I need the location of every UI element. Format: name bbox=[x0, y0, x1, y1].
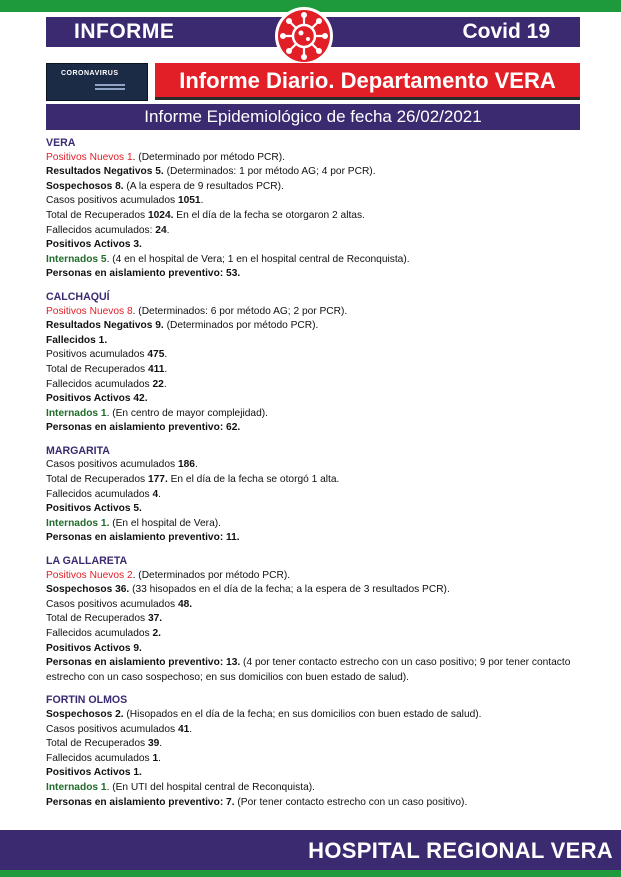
section-calchaqu- bbox=[46, 290, 576, 436]
section-title: LA GALLARETA bbox=[46, 555, 128, 568]
report-line bbox=[46, 656, 576, 685]
line-segment: Personas en aislamiento preventivo: 7. bbox=[46, 796, 235, 808]
line-segment: . bbox=[164, 363, 168, 375]
report-content bbox=[46, 136, 576, 818]
line-segment: . (En UTI del hospital central de Reconquista). bbox=[106, 781, 315, 793]
report-line bbox=[46, 627, 576, 642]
title-banner bbox=[155, 63, 580, 100]
line-segment: Internados 1 bbox=[46, 407, 107, 419]
report-line bbox=[46, 407, 576, 422]
report-line bbox=[46, 473, 576, 488]
line-segment: Sospechosos 8. bbox=[46, 180, 124, 192]
report-line bbox=[46, 781, 576, 796]
line-segment: Resultados Negativos 5. bbox=[46, 166, 164, 178]
report-line bbox=[46, 378, 576, 393]
report-line bbox=[46, 458, 576, 473]
line-segment: . (4 en el hospital de Vera; 1 en el hospital central de Reconquista). bbox=[106, 253, 410, 265]
line-segment: 475 bbox=[147, 349, 165, 361]
report-line bbox=[46, 517, 576, 532]
line-segment: (33 hisopados en el día de la fecha; a la espera de 3 resultados PCR). bbox=[129, 584, 450, 596]
section-title: MARGARITA bbox=[46, 444, 110, 457]
line-segment: Positivos acumulados bbox=[46, 349, 148, 361]
line-segment: (Por tener contacto estrecho con un caso positivo). bbox=[234, 796, 468, 808]
report-line bbox=[46, 319, 576, 334]
section-fortin-olmos bbox=[46, 693, 576, 810]
line-segment: Total de Recuperados bbox=[46, 474, 148, 486]
line-segment: . bbox=[158, 752, 161, 764]
line-segment: Positivos Nuevos 2 bbox=[46, 569, 133, 581]
report-title: Informe Diario. Departamento VERA bbox=[179, 68, 556, 93]
line-segment: 1051 bbox=[177, 195, 201, 207]
line-segment: Positivos Activos 9. bbox=[46, 642, 142, 654]
line-segment: Resultados Negativos 9. bbox=[46, 320, 164, 332]
line-segment: 22 bbox=[152, 378, 164, 390]
coronavirus-icon bbox=[274, 6, 334, 66]
line-segment: 24 bbox=[155, 224, 167, 236]
report-line bbox=[46, 151, 576, 166]
line-segment: Fallecidos 1. bbox=[46, 334, 108, 346]
report-line bbox=[46, 708, 576, 723]
report-line bbox=[46, 737, 576, 752]
line-segment: (Determinados: 1 por método AG; 4 por PCR). bbox=[163, 166, 376, 178]
report-line bbox=[46, 209, 576, 224]
line-segment: Personas en aislamiento preventivo: 62. bbox=[46, 422, 241, 434]
thumbnail-text: CORONAVIRUS bbox=[61, 70, 119, 77]
line-segment: . (Determinados: 6 por método AG; 2 por PCR). bbox=[132, 305, 348, 317]
line-segment: 48. bbox=[177, 598, 193, 610]
line-segment: . bbox=[164, 349, 168, 361]
line-segment: 411 bbox=[147, 363, 165, 375]
line-segment: Casos positivos acumulados bbox=[46, 195, 178, 207]
report-line bbox=[46, 194, 576, 209]
line-segment: 1024. bbox=[147, 209, 174, 221]
line-segment: En el día de la fecha se otorgaron 2 altas. bbox=[173, 209, 365, 221]
line-segment: 1 bbox=[152, 752, 159, 764]
report-line bbox=[46, 421, 576, 436]
coronavirus-thumbnail bbox=[46, 63, 148, 101]
line-segment: 2. bbox=[152, 628, 161, 639]
report-line bbox=[46, 224, 576, 239]
line-segment: Fallecidos acumulados bbox=[46, 378, 153, 390]
line-segment: . bbox=[158, 488, 161, 500]
line-segment: . (Determinado por método PCR). bbox=[132, 151, 285, 163]
report-line bbox=[46, 583, 576, 598]
line-segment: Sospechosos 36. bbox=[46, 584, 130, 596]
line-segment: Fallecidos acumulados: bbox=[46, 224, 156, 236]
section-title: VERA bbox=[46, 137, 76, 149]
header-covid-label: Covid 19 bbox=[462, 20, 550, 43]
line-segment: . bbox=[194, 459, 198, 471]
line-segment: Positivos Activos 3. bbox=[46, 239, 142, 251]
line-segment: Sospechosos 2. bbox=[46, 708, 124, 720]
line-segment: . (En centro de mayor complejidad). bbox=[106, 407, 268, 419]
line-segment: 37. bbox=[147, 613, 163, 625]
report-line bbox=[46, 238, 576, 253]
report-date-subtitle: Informe Epidemiológico de fecha 26/02/2021 bbox=[144, 107, 482, 126]
line-segment: Casos positivos acumulados bbox=[46, 598, 178, 610]
line-segment: Personas en aislamiento preventivo: 11. bbox=[46, 532, 240, 544]
report-line bbox=[46, 363, 576, 378]
line-segment: Positivos Activos 5. bbox=[46, 503, 142, 515]
line-segment: 39 bbox=[147, 738, 160, 750]
report-line bbox=[46, 723, 576, 738]
line-segment: Casos positivos acumulados bbox=[46, 459, 178, 471]
line-segment: . bbox=[166, 224, 170, 236]
report-line bbox=[46, 180, 576, 195]
report-line bbox=[46, 253, 576, 268]
thumbnail-lines bbox=[95, 84, 125, 94]
line-segment: . bbox=[200, 195, 204, 207]
footer-hospital-label: HOSPITAL REGIONAL VERA bbox=[308, 838, 613, 863]
report-line bbox=[46, 267, 576, 282]
line-segment: Internados 1. bbox=[46, 517, 110, 529]
line-segment: (Determinados por método PCR). bbox=[163, 320, 319, 332]
line-segment: Personas en aislamiento preventivo: 13. bbox=[46, 657, 241, 669]
report-line bbox=[46, 334, 576, 349]
report-line bbox=[46, 502, 576, 517]
report-line bbox=[46, 796, 576, 811]
section-title: FORTIN OLMOS bbox=[46, 694, 128, 707]
line-segment: (4 por tener contacto estrecho con un caso positivo; 9 por tener contacto estrecho con un caso sospechoso; en sus domicilios con buen estado de salud). bbox=[46, 657, 571, 683]
report-line bbox=[46, 392, 576, 407]
section-margarita bbox=[46, 444, 576, 546]
section-la-gallareta bbox=[46, 554, 576, 685]
line-segment: Fallecidos acumulados bbox=[46, 628, 153, 639]
line-segment: 4 bbox=[152, 488, 159, 500]
report-line bbox=[46, 488, 576, 503]
line-segment: Positivos Activos 1. bbox=[46, 767, 142, 779]
line-segment: Total de Recuperados bbox=[46, 738, 148, 750]
report-line bbox=[46, 569, 576, 584]
report-line bbox=[46, 165, 576, 180]
line-segment: 186 bbox=[177, 459, 195, 471]
section-vera bbox=[46, 136, 576, 282]
line-segment: (A la espera de 9 resultados PCR). bbox=[123, 180, 284, 192]
subtitle-bar bbox=[46, 104, 580, 130]
line-segment: Positivos Nuevos 1 bbox=[46, 151, 133, 163]
line-segment: Total de Recuperados bbox=[46, 209, 148, 221]
line-segment: 177. bbox=[147, 474, 168, 486]
line-segment: Positivos Nuevos 8 bbox=[46, 305, 133, 317]
report-line bbox=[46, 766, 576, 781]
line-segment: (En el hospital de Vera). bbox=[109, 517, 221, 529]
line-segment: En el día de la fecha se otorgó 1 alta. bbox=[167, 474, 340, 486]
report-line bbox=[46, 305, 576, 320]
report-line bbox=[46, 752, 576, 767]
line-segment: (Hisopados en el día de la fecha; en sus domicilios con buen estado de salud). bbox=[123, 708, 482, 720]
footer-bar bbox=[0, 830, 621, 870]
header-informe-label: INFORME bbox=[74, 20, 175, 43]
line-segment: Fallecidos acumulados bbox=[46, 752, 153, 764]
line-segment: . bbox=[189, 723, 193, 735]
report-line bbox=[46, 612, 576, 627]
line-segment: Internados 5 bbox=[46, 253, 107, 265]
line-segment: Positivos Activos 42. bbox=[46, 393, 148, 405]
line-segment: Total de Recuperados bbox=[46, 363, 148, 375]
line-segment: . bbox=[159, 738, 163, 750]
report-line bbox=[46, 348, 576, 363]
line-segment: Internados 1 bbox=[46, 781, 107, 793]
line-segment: . bbox=[163, 378, 167, 390]
line-segment: Personas en aislamiento preventivo: 53. bbox=[46, 268, 241, 280]
report-line bbox=[46, 531, 576, 546]
line-segment: Fallecidos acumulados bbox=[46, 488, 153, 500]
line-segment: . (Determinados por método PCR). bbox=[132, 569, 291, 581]
line-segment: Casos positivos acumulados bbox=[46, 723, 178, 735]
report-line bbox=[46, 598, 576, 613]
section-title: CALCHAQUÍ bbox=[46, 290, 110, 303]
report-line bbox=[46, 642, 576, 657]
line-segment: 41 bbox=[177, 723, 190, 735]
line-segment: Total de Recuperados bbox=[46, 613, 148, 625]
